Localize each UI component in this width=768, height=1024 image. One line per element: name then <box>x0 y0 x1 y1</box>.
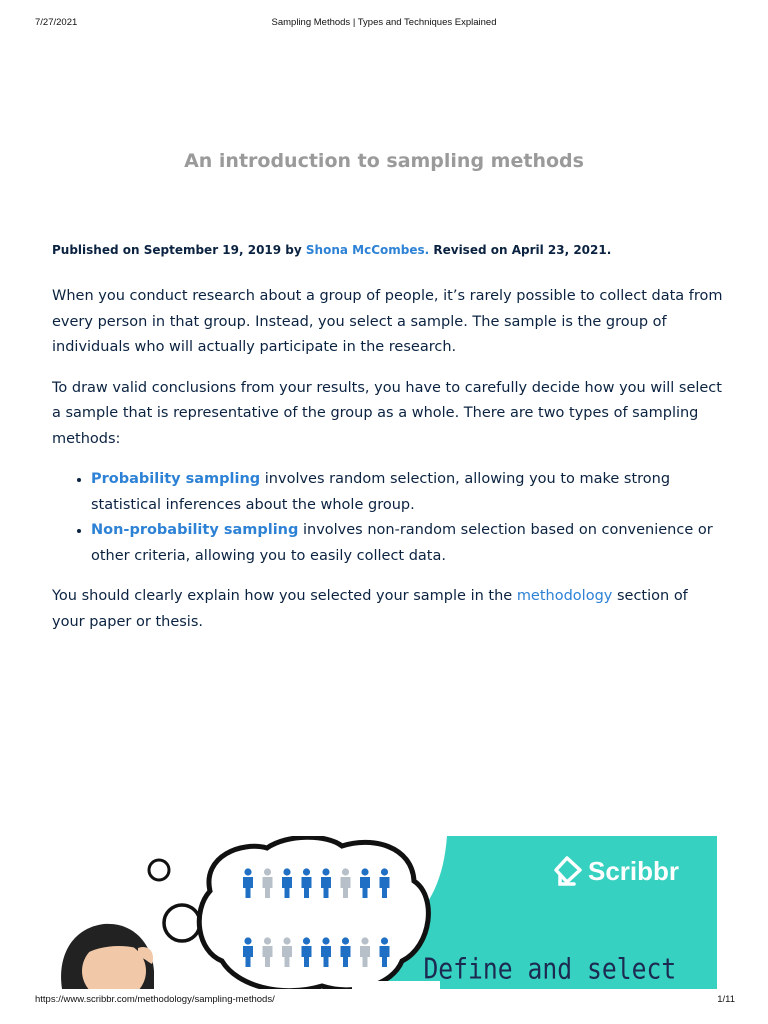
non-probability-sampling-link[interactable]: Non-probability sampling <box>91 522 299 538</box>
list-item: • Probability sampling involves random selection, allowing you to make strong statistical inferences about the whole group. <box>91 467 724 518</box>
intro-paragraph: When you conduct research about a group of people, it’s rarely possible to collect data from every person in that group. Instead, you select a sample. The sample is the group of individuals who will actually participate in the research. <box>52 288 723 355</box>
thought-bubble-large <box>199 837 428 989</box>
banner-headline: Define and select <box>423 953 677 986</box>
second-paragraph: To draw valid conclusions from your results, you have to carefully decide how you will select a sample that is representative of the group as a whole. There are two types of sampling methods: <box>52 379 722 447</box>
probability-sampling-link[interactable]: Probability sampling <box>91 471 261 487</box>
print-page-title: Sampling Methods | Types and Techniques Explained <box>271 17 497 28</box>
article-title: An introduction to sampling methods <box>184 150 584 172</box>
list-item: • Non-probability sampling involves non-random selection based on convenience or other criteria, allowing you to easily collect data. <box>91 518 724 569</box>
brand-name: Scribbr <box>588 856 680 886</box>
print-url: https://www.scribbr.com/methodology/sampling-methods/ <box>35 994 275 1005</box>
published-date: Published on September 19, 2019 by <box>52 243 306 257</box>
thought-bubble-small <box>149 860 169 880</box>
revised-date: Revised on April 23, 2021. <box>429 243 612 257</box>
print-footer <box>0 994 768 1008</box>
print-date: 7/27/2021 <box>35 17 78 28</box>
article-body <box>52 284 724 650</box>
author-link[interactable]: Shona McCombes. <box>305 243 430 257</box>
methodology-link[interactable]: methodology <box>516 588 613 604</box>
print-header <box>0 17 768 31</box>
thought-bubble-medium <box>164 905 200 941</box>
banner-illustration <box>52 836 717 989</box>
sampling-banner-image <box>52 836 717 989</box>
sampling-types-list <box>52 467 724 569</box>
byline <box>52 243 728 257</box>
print-page-number: 1/11 <box>717 994 735 1005</box>
methodology-paragraph: You should clearly explain how you selected your sample in the methodology section of your paper or thesis. <box>52 588 688 630</box>
